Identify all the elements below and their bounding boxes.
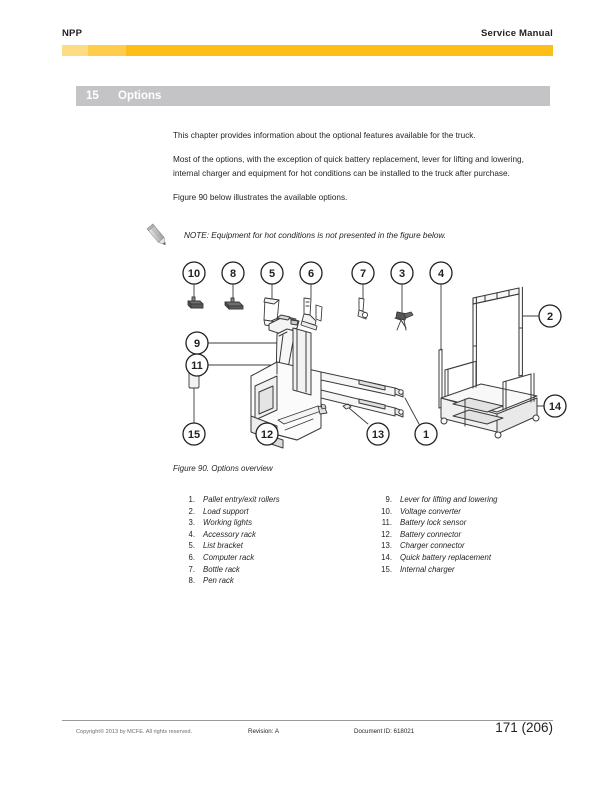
- note-text: NOTE: Equipment for hot conditions is not presented in the figure below.: [184, 231, 447, 240]
- chapter-title: Options: [118, 90, 162, 102]
- callout-11: 11: [191, 360, 203, 372]
- legend-label: Internal charger: [400, 564, 455, 574]
- legend-index: 5.: [188, 541, 195, 551]
- legend-index: 11.: [381, 518, 392, 528]
- callout-15: 15: [187, 429, 201, 441]
- header-product-label: NPP: [62, 28, 83, 39]
- legend-label: Pen rack: [203, 576, 234, 586]
- callout-12: 12: [260, 429, 274, 441]
- paragraph-options-install: Most of the options, with the exception of quick battery replacement, lever for lifting and lowering, internal charger and equipment for hot conditions can be installed to the truck after purchase.: [173, 155, 524, 178]
- callout-6: 6: [307, 268, 315, 280]
- legend-column-right: [370, 494, 553, 587]
- legend-label: Working lights: [203, 518, 252, 528]
- legend-index: 6.: [188, 552, 195, 562]
- legend-index: 4.: [188, 529, 195, 539]
- page-header: [62, 28, 553, 44]
- legend-index: 12.: [381, 529, 392, 539]
- legend-index: 13.: [381, 541, 392, 551]
- header-accent-bar: [62, 45, 553, 56]
- legend-label: Computer rack: [203, 552, 255, 562]
- page-footer: [62, 720, 553, 744]
- legend-index: 9.: [385, 495, 392, 504]
- legend-label: Lever for lifting and lowering: [400, 495, 498, 504]
- list-item: [173, 564, 356, 576]
- list-item: [173, 517, 356, 529]
- legend-label: Charger connector: [400, 541, 465, 551]
- chapter-heading-bar: [76, 86, 550, 106]
- legend-label: Accessory rack: [203, 529, 256, 539]
- callout-7: 7: [359, 268, 367, 280]
- list-item: [173, 552, 356, 564]
- legend-index: 15.: [381, 564, 392, 574]
- callout-13: 13: [371, 429, 385, 441]
- list-item: [370, 529, 553, 541]
- callout-9: 9: [193, 338, 201, 350]
- legend-index: 7.: [188, 564, 195, 574]
- figure-illustration: [173, 258, 573, 463]
- body-text-column: [173, 121, 538, 215]
- legend-index: 8.: [188, 576, 195, 586]
- callout-10: 10: [187, 268, 201, 280]
- list-item: [173, 540, 356, 552]
- chapter-number: 15: [86, 90, 99, 102]
- legend-label: Voltage converter: [400, 506, 461, 516]
- options-overview-figure: [173, 258, 573, 463]
- list-item: [173, 494, 356, 506]
- legend-index: 3.: [188, 518, 195, 528]
- legend-label: Pallet entry/exit rollers: [203, 495, 280, 504]
- legend-label: Load support: [203, 506, 249, 516]
- legend-index: 1.: [188, 495, 195, 504]
- paragraph-figure-reference: Figure 90 below illustrates the available options.: [173, 192, 348, 202]
- footer-copyright: Copyright© 2013 by MCFE. All rights reserved.: [76, 729, 193, 735]
- callout-2: 2: [546, 311, 554, 323]
- callout-3: 3: [398, 268, 406, 280]
- legend-label: List bracket: [203, 541, 243, 551]
- callout-8: 8: [229, 268, 237, 280]
- list-item: [370, 517, 553, 529]
- legend-label: Battery connector: [400, 529, 462, 539]
- list-item: [370, 552, 553, 564]
- list-item: [173, 506, 356, 518]
- callout-4: 4: [437, 268, 445, 280]
- paragraph-intro: This chapter provides information about the optional features available for the truck.: [173, 131, 476, 141]
- footer-document-id: Document ID: 618021: [354, 728, 415, 735]
- pencil-icon: [142, 220, 174, 252]
- legend-label: Quick battery replacement: [400, 552, 492, 562]
- legend-index: 14.: [381, 552, 392, 562]
- legend-column-left: [173, 494, 356, 587]
- figure-caption: Figure 90. Options overview: [173, 464, 273, 473]
- list-item: [370, 564, 553, 576]
- list-item: [173, 529, 356, 541]
- list-item: [173, 575, 356, 587]
- footer-revision: Revision: A: [248, 728, 279, 735]
- list-item: [370, 506, 553, 518]
- legend-index: 2.: [188, 506, 195, 516]
- header-document-type: Service Manual: [481, 28, 553, 39]
- header-bar-segment-light: [62, 45, 88, 56]
- legend-label: Battery lock sensor: [400, 518, 467, 528]
- list-item: [370, 494, 553, 506]
- footer-page-number: 171 (206): [495, 720, 553, 735]
- figure-legend: [173, 494, 553, 587]
- legend-index: 10.: [381, 506, 392, 516]
- callout-14: 14: [548, 401, 562, 413]
- callout-5: 5: [268, 268, 276, 280]
- legend-label: Bottle rack: [203, 564, 240, 574]
- list-item: [370, 540, 553, 552]
- header-bar-segment-dark: [126, 45, 553, 56]
- note-block: [142, 220, 542, 252]
- callout-1: 1: [422, 429, 430, 441]
- header-bar-segment-medium: [88, 45, 126, 56]
- footer-divider: [62, 720, 553, 721]
